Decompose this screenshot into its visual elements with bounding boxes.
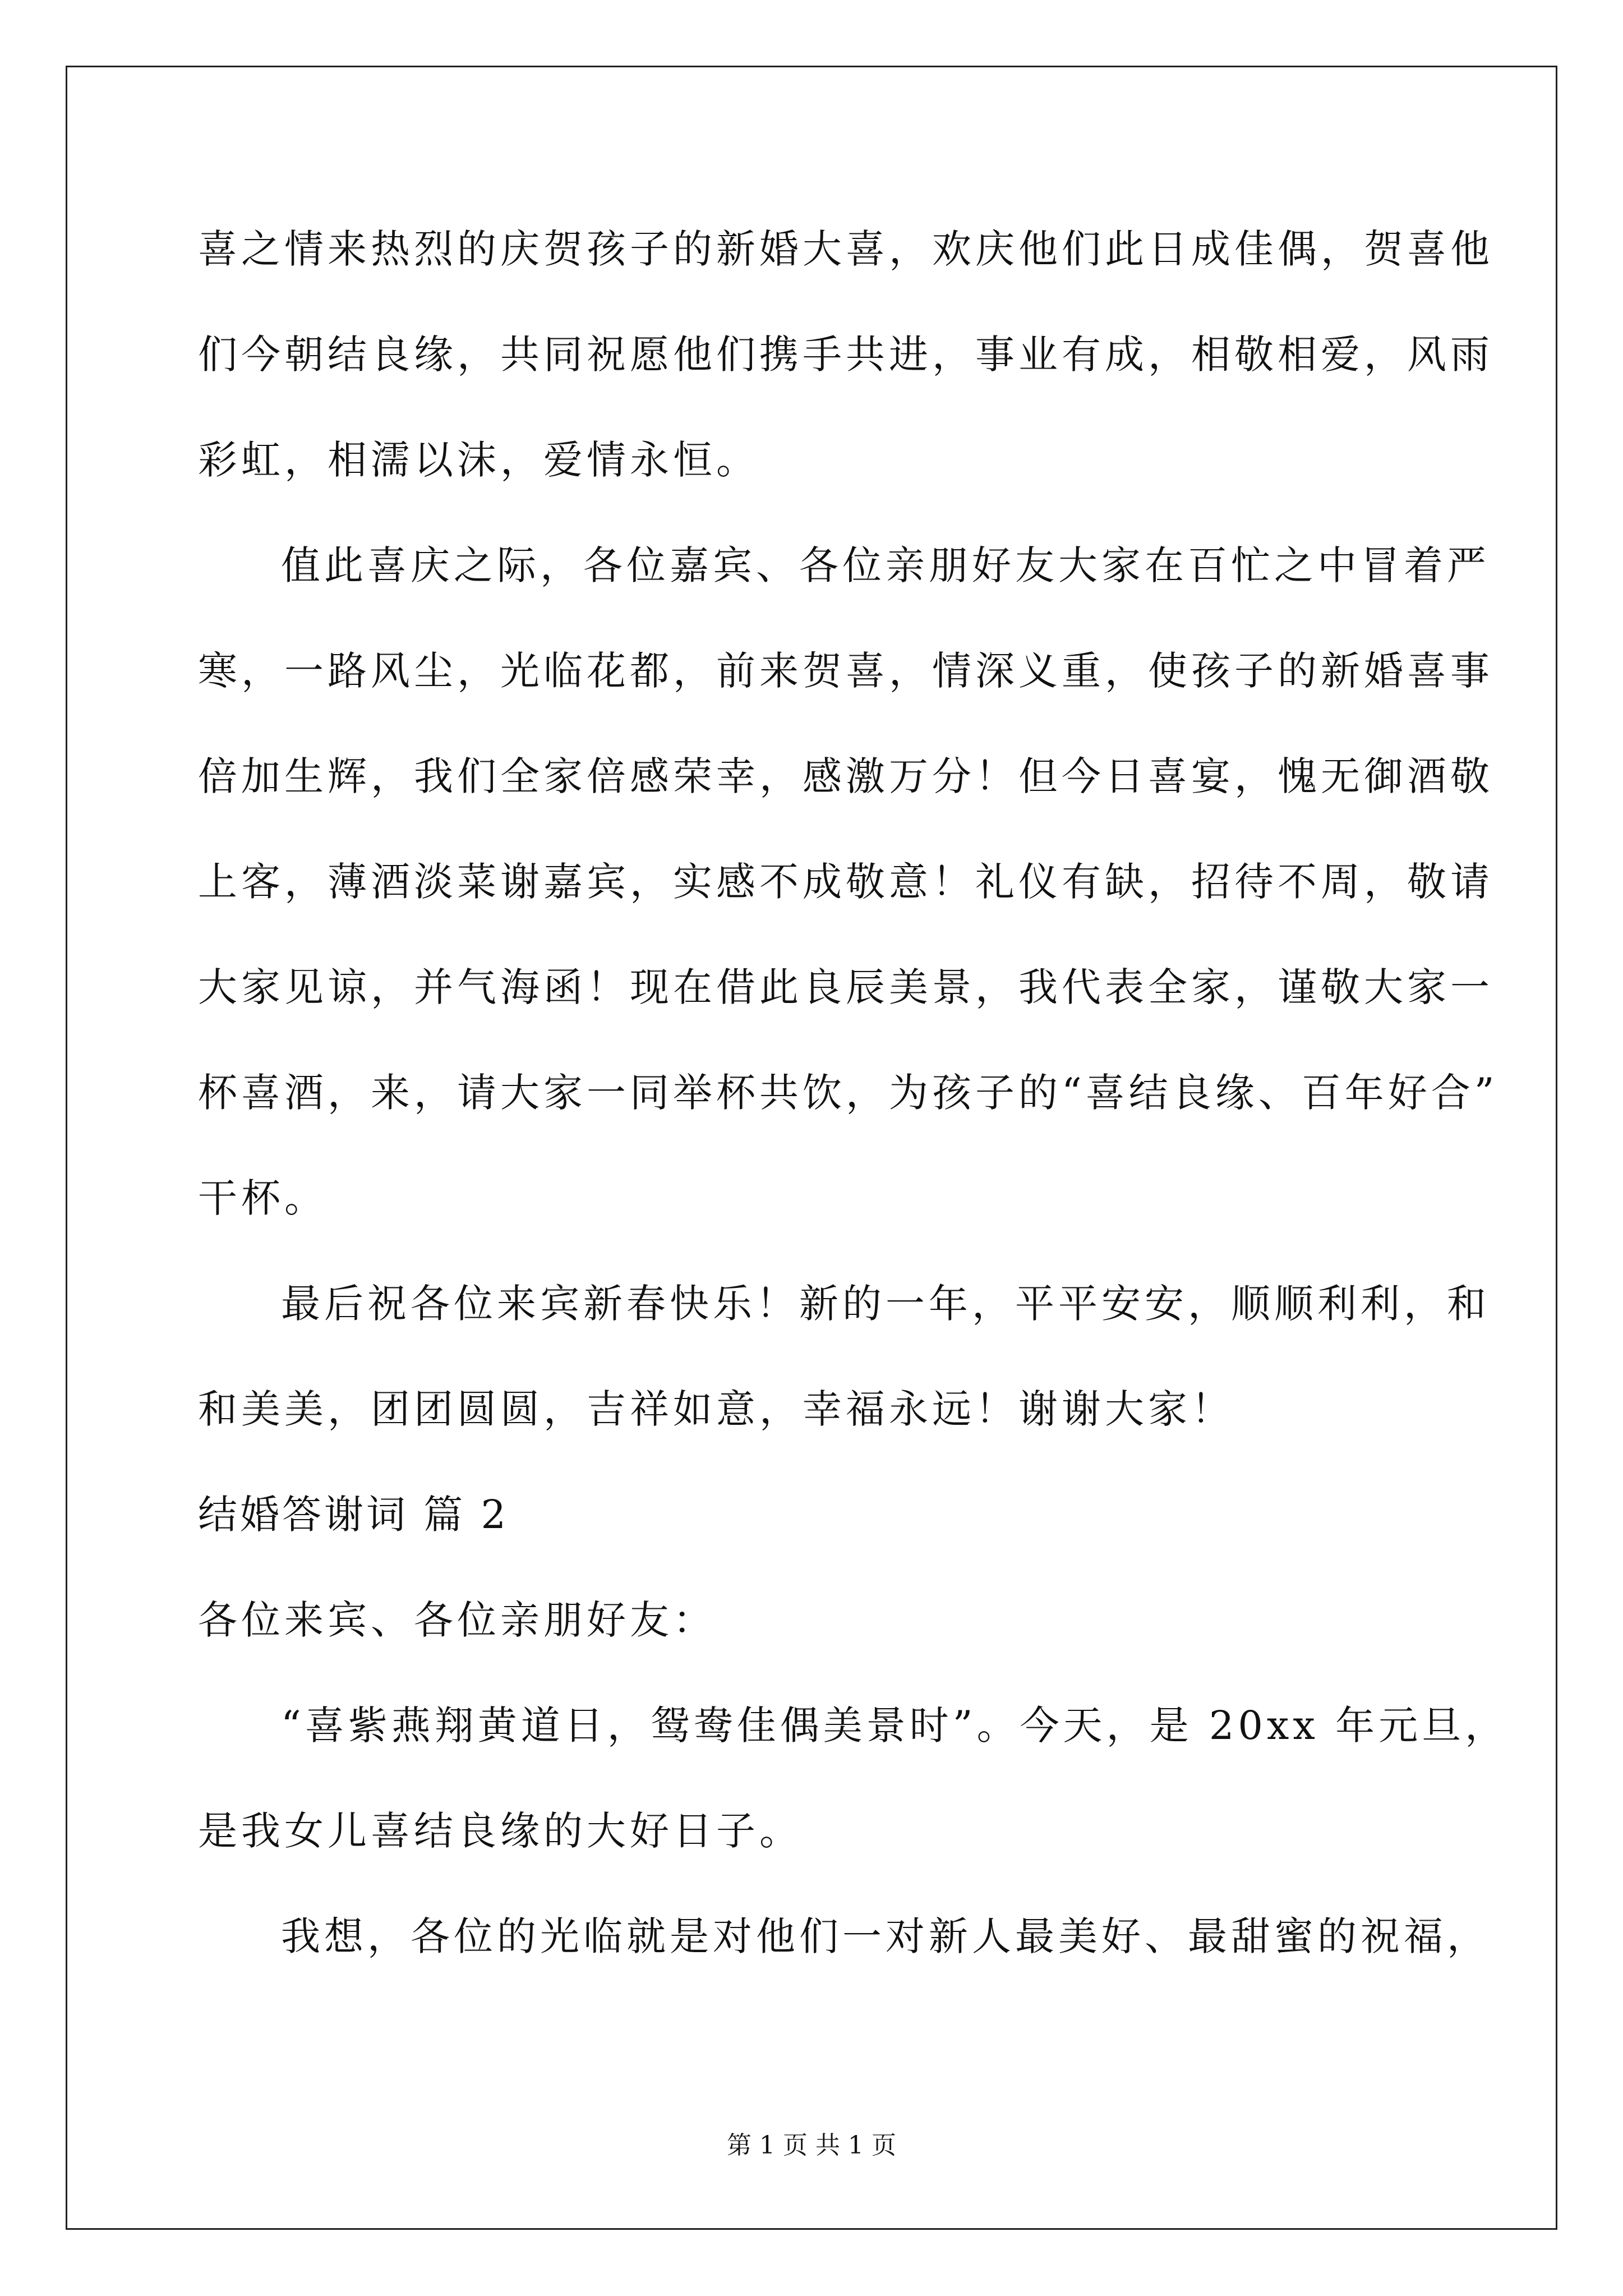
text-line: 彩虹，相濡以沫，爱情永恒。	[198, 437, 759, 483]
text-line: 干杯。	[198, 1175, 328, 1221]
text-line: 各位来宾、各位亲朋好友：	[198, 1597, 716, 1643]
text-line: 杯喜酒，来，请大家一同举杯共饮，为孩子的“喜结良缘、百年好合”	[198, 1070, 1498, 1116]
text-line: 和美美，团团圆圆，吉祥如意，幸福永远！谢谢大家！	[198, 1386, 1234, 1432]
text-line: 喜之情来热烈的庆贺孩子的新婚大喜，欢庆他们此日成佳偶，贺喜他	[198, 226, 1493, 272]
page-footer: 第 1 页 共 1 页	[727, 2131, 896, 2160]
text-line: 大家见谅，并气海函！现在借此良辰美景，我代表全家，谨敬大家一	[198, 964, 1493, 1010]
text-line: “喜紫燕翔黄道日，鸳鸯佳偶美景时”。今天，是 20xx 年元旦，	[281, 1703, 1509, 1749]
document-body	[198, 215, 1509, 2008]
section-heading: 结婚答谢词 篇 2	[198, 1492, 509, 1538]
text-line: 我想，各位的光临就是对他们一对新人最美好、最甜蜜的祝福，	[281, 1913, 1490, 1959]
text-line: 最后祝各位来宾新春快乐！新的一年，平平安安，顺顺利利，和	[281, 1281, 1490, 1327]
text-line: 寒，一路风尘，光临花都，前来贺喜，情深义重，使孩子的新婚喜事	[198, 648, 1493, 694]
text-line: 是我女儿喜结良缘的大好日子。	[198, 1808, 803, 1854]
text-line: 上客，薄酒淡菜谢嘉宾，实感不成敬意！礼仪有缺，招待不周，敬请	[198, 859, 1493, 905]
text-line: 倍加生辉，我们全家倍感荣幸，感激万分！但今日喜宴，愧无御酒敬	[198, 753, 1493, 799]
text-line: 值此喜庆之际，各位嘉宾、各位亲朋好友大家在百忙之中冒着严	[281, 542, 1490, 588]
text-line: 们今朝结良缘，共同祝愿他们携手共进，事业有成，相敬相爱，风雨	[198, 332, 1493, 378]
